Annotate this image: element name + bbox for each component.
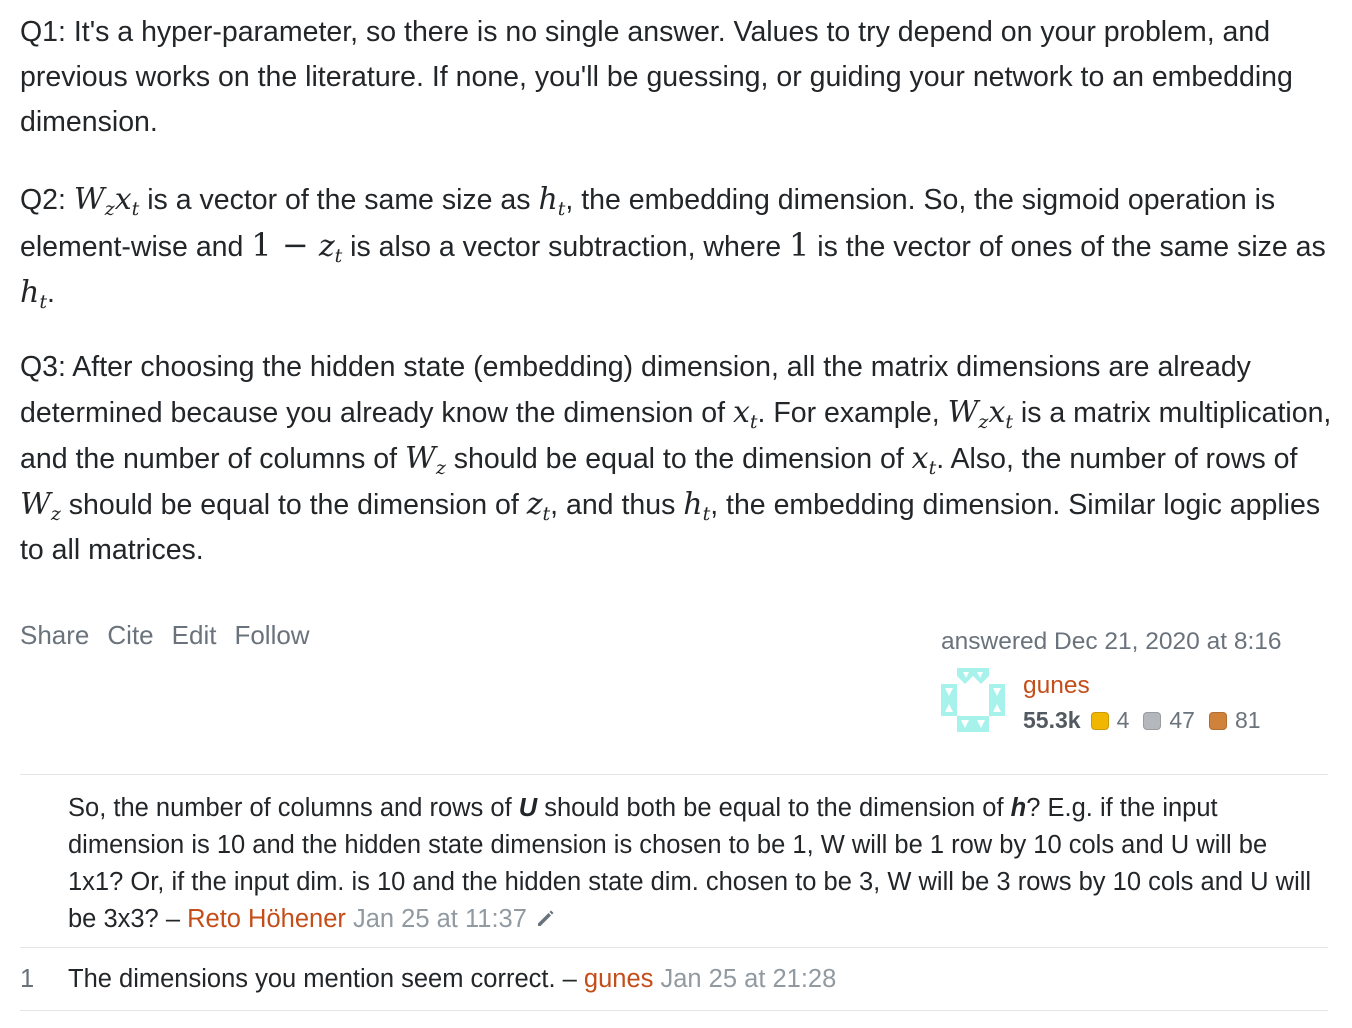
bronze-badge-count: 81 [1234,707,1261,733]
gold-badge-icon [1091,712,1109,730]
cite-link[interactable]: Cite [107,620,154,650]
pencil-icon[interactable] [535,907,557,929]
post-menu [20,620,310,651]
user-card [941,668,1321,736]
comment-body: So, the number of columns and rows of U should both be equal to the dimension of h? E.g. if the input dimension is 10 and the hidden state dimension is chosen to be 1, W will be 1 row by 10 cols and U will be 1x1? Or, if the input dim. is 10 and the hidden state dim. chosen to be 3, W will be 3 rows by 10 cols and U will be 3x3? – Reto Höhener Jan 25 at 11:37 [68,794,1312,933]
comment-user-link[interactable]: gunes [583,965,654,993]
math-xt-2: $x_t$ [911,441,937,479]
share-link[interactable]: Share [20,620,90,650]
q2-prefix: Q2: [20,184,74,216]
q2-text-3: is also a vector subtraction, where [342,231,789,263]
q2-text-5: . [46,277,55,309]
comment-bold-u: U [518,794,538,822]
answered-timestamp[interactable]: answered Dec 21, 2020 at 8:16 [941,628,1282,655]
comments-divider-middle [20,947,1328,948]
q3-text-1: Q3: After choosing the hidden state (embedding) dimension, all the matrix dimensions are already determined because you already know the dimension of [20,351,1251,429]
q2-text-2: , the embedding dimension. So, the sigmoid operation is element-wise and [20,184,1276,263]
follow-link[interactable]: Follow [234,620,310,650]
user-reputation [1023,707,1275,734]
comments-divider-top [20,774,1328,775]
comment [20,961,1328,1001]
user-signature [941,628,1321,733]
q2-text-1: is a vector of the same size as [139,184,539,216]
q3-text-6: should be equal to the dimension of [60,489,527,521]
math-ht-2: $h_t$ [20,275,47,313]
identicon-icon[interactable] [941,668,1005,732]
comment [20,790,1328,940]
gold-badge-count: 4 [1116,707,1130,733]
edit-link[interactable]: Edit [171,620,217,650]
math-wz: $W_z$ [404,441,446,479]
answer-paragraph-q2 [20,177,1332,316]
math-xt: $x_t$ [732,395,758,433]
math-wzxt: $W_zx_t$ [73,182,140,220]
q2-text-4: is the vector of ones of the same size as [809,231,1326,263]
math-wz-2: $W_z$ [20,487,61,525]
math-ht-3: $h_t$ [683,487,711,525]
q3-text-4: should be equal to the dimension of [445,443,912,475]
comments-divider-bottom [20,1010,1328,1011]
answer-paragraph-q3 [20,345,1332,573]
q3-text-5: . Also, the number of rows of [936,443,1298,475]
math-one: 1 [788,226,810,264]
comment-body: The dimensions you mention seem correct. – gunes Jan 25 at 21:28 [68,965,837,993]
reputation-score: 55.3k [1023,707,1081,733]
math-wzxt-2: $W_zx_t$ [947,395,1013,433]
q3-text-7: , and thus [550,489,684,521]
comment-score: 1 [20,965,35,993]
comment-date-link[interactable]: Jan 25 at 21:28 [660,965,837,993]
comment-bold-h: h [1010,794,1027,822]
answer-paragraph-q1 [20,10,1332,145]
math-one-minus-zt: $1 - z_t$ [251,226,343,267]
user-name-link[interactable]: gunes [1023,672,1090,699]
q1-text: Q1: It's a hyper-parameter, so there is no single answer. Values to try depend on your problem, and previous works on the literature. If none, you'll be guessing, or guiding your network to an embedding dimension. [20,16,1293,138]
silver-badge-icon [1143,712,1161,730]
bronze-badge-icon [1209,712,1227,730]
q3-text-2: . For example, [757,397,948,429]
math-ht: $h_t$ [538,182,566,220]
comment-user-link[interactable]: Reto Höhener [187,905,346,933]
comment-date-link[interactable]: Jan 25 at 11:37 [352,905,527,933]
q3-text-8: , the embedding dimension. Similar logic applies to all matrices. [20,489,1321,566]
math-zt: $z_t$ [526,487,551,525]
q3-text-3: is a matrix multiplication, and the number of columns of [20,397,1332,475]
silver-badge-count: 47 [1169,707,1195,733]
